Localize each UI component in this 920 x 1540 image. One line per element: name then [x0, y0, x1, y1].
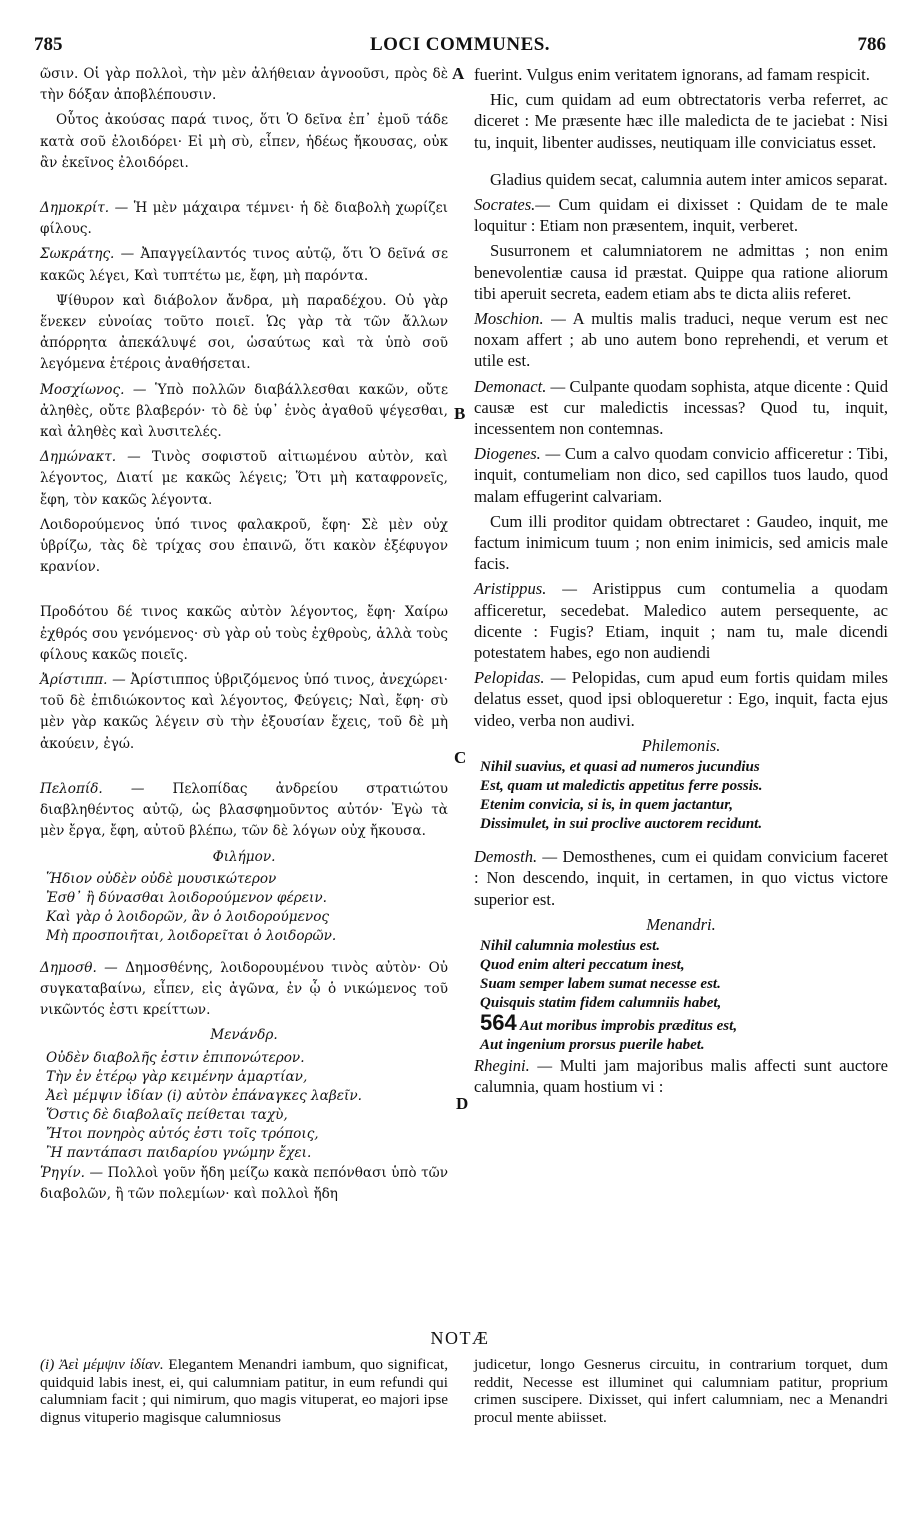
- spacer: [474, 834, 888, 846]
- text: Προδότου δέ τινος κακῶς αὐτὸν λέγοντος, ἔφη· Χαίρω ἐχθρός σου γενόμενος· σὺ γὰρ οὐ τοὺς ἐχθροὺς, ἀλλὰ τοὺς φίλους κακῶς ποιεῖς.: [40, 604, 448, 663]
- text: Hic, cum quidam ad eum obtrectatoris verba referret, ac diceret : Me præsente hæc ille maledicta de te jaciebat : Nisi tu, inquit, libenter audisses, neutiquam ille conviciatus esset.: [474, 90, 888, 152]
- paragraph: [474, 667, 888, 731]
- margin-mark-a: A: [452, 64, 465, 83]
- text: Quod enim alteri peccatum inest,: [480, 956, 685, 973]
- paragraph: [40, 64, 448, 106]
- text: Etenim convicia, si is, in quem jactantur,: [480, 797, 733, 814]
- note-right: [474, 1356, 888, 1426]
- verse-line: [40, 927, 448, 946]
- text: Cum quidam ei dixisset : Quidam de te male loquitur : Etiam non præsentem, inquit, verberet.: [474, 195, 888, 236]
- section-heading: [40, 1025, 448, 1046]
- text: Τινὸς σοφιστοῦ αἰτιωμένου αὐτὸν, καὶ λέγοντος, Διατί με κακῶς λέγεις; Ὅτι μὴ καταφρονεῖς, ἔφη, τὸν κακῶς λέγοντα.: [40, 449, 448, 508]
- text: Gladius quidem secat, calumnia autem inter amicos separat.: [490, 169, 888, 189]
- paragraph: [474, 846, 888, 910]
- speaker-label: Rhegini. —: [474, 1055, 553, 1075]
- speaker-label: Moschion. —: [474, 309, 566, 329]
- verse-line: [474, 937, 888, 956]
- paragraph: [474, 89, 888, 153]
- column-number: 564: [480, 1009, 517, 1035]
- text: Πολλοὶ γοῦν ἤδη μείζω κακὰ πεπόνθασι ὑπὸ τῶν διαβολῶν, ἢ τῶν πολεμίων· καὶ πολλοὶ ἤδη: [40, 1164, 448, 1202]
- speaker-label: Πελοπίδ. —: [40, 780, 145, 797]
- text: Λοιδορούμενος ὑπό τινος φαλακροῦ, ἔφη· Σὲ μὲν οὐχ ὑβρίζω, τὰς δὲ τρίχας σου ἐπαινῶ, ὅτι κακὸν ἐξέφυγον κρανίον.: [40, 516, 448, 576]
- speaker-label: Δημώνακτ. —: [40, 449, 141, 466]
- paragraph: [474, 511, 888, 575]
- paragraph: [40, 447, 448, 511]
- verse-line: [474, 777, 888, 796]
- text: Quisquis statim fidem calumniis habet,: [480, 994, 722, 1011]
- paragraph: [40, 380, 448, 444]
- text: Cum illi proditor quidam obtrectaret : Gaudeo, inquit, me factum inimicum tuum ; non enim inimicis, sed amicis male facis.: [474, 511, 888, 574]
- paragraph: [40, 515, 448, 579]
- paragraph: [474, 308, 888, 372]
- text: Ψίθυρον καὶ διάβολον ἄνδρα, μὴ παραδέχου. Οὐ γὰρ ἕνεκεν εὐνοίας τοῦτο ποιεῖ. Ὡς γὰρ τὰ τῶν ἄλλων ἀπόρρητα ἀπεκάλυψέ σοι, ὡσαύτως καὶ τὰ ὑπὸ σοῦ λεγόμενα ἑτέροις ἀναθήσεται.: [40, 292, 448, 373]
- paragraph: [40, 958, 448, 1022]
- text: Aut moribus improbis præditus est,: [519, 1017, 738, 1034]
- verse-line: [474, 758, 888, 777]
- text: Culpante quodam sophista, atque dicente : Quid causæ est cur maledictis incessas? Quod tu, inquit, incessentem non contemnas.: [474, 376, 888, 439]
- note-text-right: judicetur, longo Gesnerus circuitu, in contrarium torquet, dum reddit, Necesse est illuminet qui calumniam patitur, proprium crimen suscipere. Dixisset, qui infert calumniam, nec a Menandri procul mente abiisset.: [474, 1356, 888, 1426]
- paragraph: [474, 443, 888, 507]
- notes-heading: NOTÆ: [430, 1328, 490, 1348]
- text: Cum a calvo quodam convicio afficeretur : Tibi, inquit, contumeliam non dico, sed capillos tuos laudo, quod malam effugerint calvariam.: [474, 444, 888, 506]
- paragraph: [474, 240, 888, 304]
- text: ῶσιν. Οἱ γὰρ πολλοὶ, τὴν μὲν ἀλήθειαν ἀγνοοῦσι, πρὸς δὲ τὴν δόξαν ἀποβλέπουσιν.: [40, 66, 448, 104]
- paragraph: [474, 169, 888, 190]
- verse-line: [474, 796, 888, 815]
- speaker-label: Demonact. —: [474, 376, 566, 396]
- verse-line: [474, 956, 888, 975]
- speaker-label: Diogenes. —: [474, 444, 561, 464]
- text: Ἐσθ᾽ ἢ δύνασθαι λοιδορούμενον φέρειν.: [46, 889, 327, 906]
- spacer: [474, 157, 888, 169]
- paragraph: [40, 291, 448, 376]
- paragraph: [40, 670, 448, 755]
- page-title: LOCI COMMUNES.: [369, 34, 551, 55]
- running-header: [34, 34, 886, 58]
- speaker-label: Socrates.—: [474, 195, 551, 215]
- text: Ὅστις δὲ διαβολαῖς πείθεται ταχὺ,: [46, 1106, 288, 1123]
- text: Ἀεὶ μέμψιν ἰδίαν (i) αὐτὸν ἐπάναγκες λαβεῖν.: [46, 1087, 362, 1104]
- text: Aristippus cum contumelia a quodam afficeretur, secedebat. Maledico autem persequente, ac dicente : Fugis? Etiam, inquit ; nam tu, male dicendi potestatem habes, ego non audiendi: [474, 579, 889, 663]
- verse-line: [474, 1009, 888, 1036]
- verse-line: [40, 908, 448, 927]
- text: Μὴ προσποιῆται, λοιδορεῖται ὁ λοιδορῶν.: [46, 927, 337, 944]
- verse-line: [40, 1106, 448, 1125]
- note-left: [40, 1356, 448, 1426]
- verse-line: [474, 815, 888, 834]
- text: Πελοπίδας ἀνδρείου στρατιώτου διαβληθέντος αὐτῷ, ὡς βλασφημοῦντος αὐτόν· Ἐγὼ τὰ μὲν ἔργα, ἔφη, αὐτοῦ βλέπω, τῶν δὲ λόγων οὐχ ἤκουσα.: [40, 780, 448, 840]
- paragraph: [40, 1163, 448, 1205]
- page-number-left: 785: [34, 34, 63, 55]
- verse-line: [474, 975, 888, 994]
- text: Menandri.: [646, 914, 716, 934]
- verse-line: [40, 870, 448, 889]
- text: Οὗτος ἀκούσας παρά τινος, ὅτι Ὁ δεῖνα ἐπ᾽ ἐμοῦ τάδε κατὰ σοῦ ἐλοιδόρει· Εἰ μὴ σὺ, εἶπεν, ἡδέως ἤκουσας, οὐκ ἂν ἐκεῖνος ἐλοιδόρει.: [40, 112, 448, 171]
- speaker-label: Demosth. —: [474, 847, 558, 867]
- verse-line: [40, 1125, 448, 1144]
- verse-line: [40, 1068, 448, 1087]
- verse-line: [40, 1144, 448, 1163]
- text: Est, quam ut maledictis appetitus ferre possis.: [480, 778, 763, 795]
- text: Ὑπὸ πολλῶν διαβάλλεσθαι κακῶν, οὔτε ἀληθὲς, οὔτε βλαβερόν· τὸ δὲ ὑφ᾽ ἑνὸς ἀγαθοῦ ψέγεσθαι, καὶ ἀληθὲς καὶ λυσιτελές.: [40, 381, 448, 441]
- speaker-label: Μοσχίωνος. —: [40, 381, 147, 398]
- text: Ἀπαγγείλαντός τινος αὐτῷ, ὅτι Ὁ δεῖνά σε κακῶς λέγει, Καὶ τυπτέτω με, ἔφη, μὴ παρόντα.: [40, 246, 449, 284]
- spacer: [40, 759, 448, 779]
- paragraph: [474, 194, 888, 236]
- text: Nihil calumnia molestius est.: [480, 937, 661, 954]
- note-label: (i) Ἀεὶ μέμψιν ἰδίαν.: [40, 1356, 164, 1373]
- text: Suam semper labem sumat necesse est.: [480, 975, 721, 992]
- latin-column: [474, 64, 888, 1101]
- paragraph: [40, 779, 448, 843]
- greek-column: [40, 64, 448, 1209]
- section-heading: [474, 914, 888, 935]
- text: Δημοσθένης, λοιδορουμένου τινὸς αὐτὸν· Οὐ συγκαταβαίνω, εἶπεν, εἰς ἀγῶνα, ἐν ᾧ ὁ νικώμενος τοῦ νικῶντός ἐστι κρείττων.: [40, 959, 448, 1019]
- verse-line: [40, 1049, 448, 1068]
- section-heading: [474, 735, 888, 756]
- speaker-label: Σωκράτης. —: [40, 246, 135, 263]
- spacer: [40, 582, 448, 602]
- verse-line: [474, 994, 888, 1013]
- text: Ἤτοι πονηρὸς αὐτός ἐστι τοῖς τρόποις,: [46, 1125, 319, 1142]
- spacer: [40, 946, 448, 958]
- text: Pelopidas, cum apud eum fortis quidam miles delatus esset, quod ipsi obloqueretur : Ego, inquit, facta ejus video, verba non audivi.: [474, 668, 889, 730]
- text: Ἀρίστιππος ὑβριζόμενος ὑπό τινος, ἀνεχώρει· τοῦ δὲ ἐπιδιώκοντος καὶ λέγοντος, Φεύγεις; Ναὶ, ἔφη· σὺ μὲν γὰρ κακῶς λέγειν σὺ τὴν ἐξουσίαν ἔχεις, τοῦ δὲ μὴ ἀκούειν, ἐγώ.: [40, 672, 449, 752]
- text: Multi jam majoribus malis affecti sunt auctore calumnia, quam hostium vi :: [474, 1055, 888, 1097]
- text: A multis malis traduci, neque verum est nec noxam affert ; ab uno autem bono reprehendi, et verum et utile est.: [474, 309, 889, 371]
- section-heading: [40, 847, 448, 868]
- text: Οὐδὲν διαβολῆς ἐστιν ἐπιπονώτερον.: [46, 1049, 305, 1066]
- speaker-label: Ῥηγίν. —: [40, 1164, 104, 1181]
- margin-mark-d: D: [456, 1094, 469, 1113]
- paragraph: [40, 244, 448, 286]
- paragraph: [40, 110, 448, 174]
- verse-line: [474, 1036, 888, 1055]
- speaker-label: Ἀρίστιππ. —: [40, 672, 126, 689]
- paragraph: [474, 578, 888, 663]
- paragraph: [474, 64, 888, 85]
- text: Dissimulet, in sui proclive auctorem recidunt.: [480, 816, 763, 833]
- text: Φιλήμον.: [212, 848, 276, 865]
- text: Aut ingenium prorsus puerile habet.: [480, 1036, 705, 1053]
- speaker-label: Pelopidas. —: [474, 668, 566, 688]
- text: Ἡ μὲν μάχαιρα τέμνει· ἡ δὲ διαβολὴ χωρίζει φίλους.: [40, 200, 448, 238]
- speaker-label: Δημοσθ. —: [40, 959, 118, 976]
- margin-mark-c: C: [454, 748, 467, 767]
- text: Philemonis.: [641, 735, 721, 755]
- paragraph: [40, 602, 448, 666]
- text: Τὴν ἐν ἑτέρῳ γὰρ κειμένην ἁμαρτίαν,: [46, 1068, 308, 1085]
- text: Demosthenes, cum ei quidam convicium faceret : Non descendo, inquit, in certamen, in quo victus victore superior est.: [474, 847, 889, 909]
- paragraph: [474, 376, 888, 440]
- page-number-right: 786: [857, 34, 886, 55]
- text: Ἢ παντάπασι παιδαρίου γνώμην ἔχει.: [46, 1144, 312, 1161]
- speaker-label: Δημοκρίτ. —: [40, 200, 129, 217]
- speaker-label: Aristippus. —: [474, 579, 578, 599]
- verse-line: [40, 889, 448, 908]
- text: fuerint. Vulgus enim veritatem ignorans, ad famam respicit.: [474, 65, 870, 84]
- text: Ἥδιον οὐδὲν οὐδὲ μουσικώτερον: [46, 870, 277, 887]
- note-text-left: Elegantem Menandri iambum, quo significat, quidquid labis inest, ei, qui calumniam patitur, in eum refundi qui calumniam facit ; qui nimirum, quo magis vituperat, eo majori ipse dignus vituperio magisque calumniosus: [40, 1356, 449, 1426]
- text: Susurronem et calumniatorem ne admittas ; non enim benevolentiæ causa id præstat. Quippe qua ratione aliorum tibi aperuit secreta, eadem etiam abs te dicta aliis referet.: [474, 241, 888, 303]
- text: Nihil suavius, et quasi ad numeros jucundius: [480, 759, 760, 776]
- spacer: [40, 178, 448, 198]
- paragraph: [474, 1055, 888, 1097]
- margin-mark-b: B: [454, 404, 466, 423]
- paragraph: [40, 198, 448, 240]
- text: Μενάνδρ.: [210, 1027, 278, 1044]
- verse-line: [40, 1087, 448, 1106]
- text: Καὶ γὰρ ὁ λοιδορῶν, ἂν ὁ λοιδορούμενος: [46, 908, 329, 925]
